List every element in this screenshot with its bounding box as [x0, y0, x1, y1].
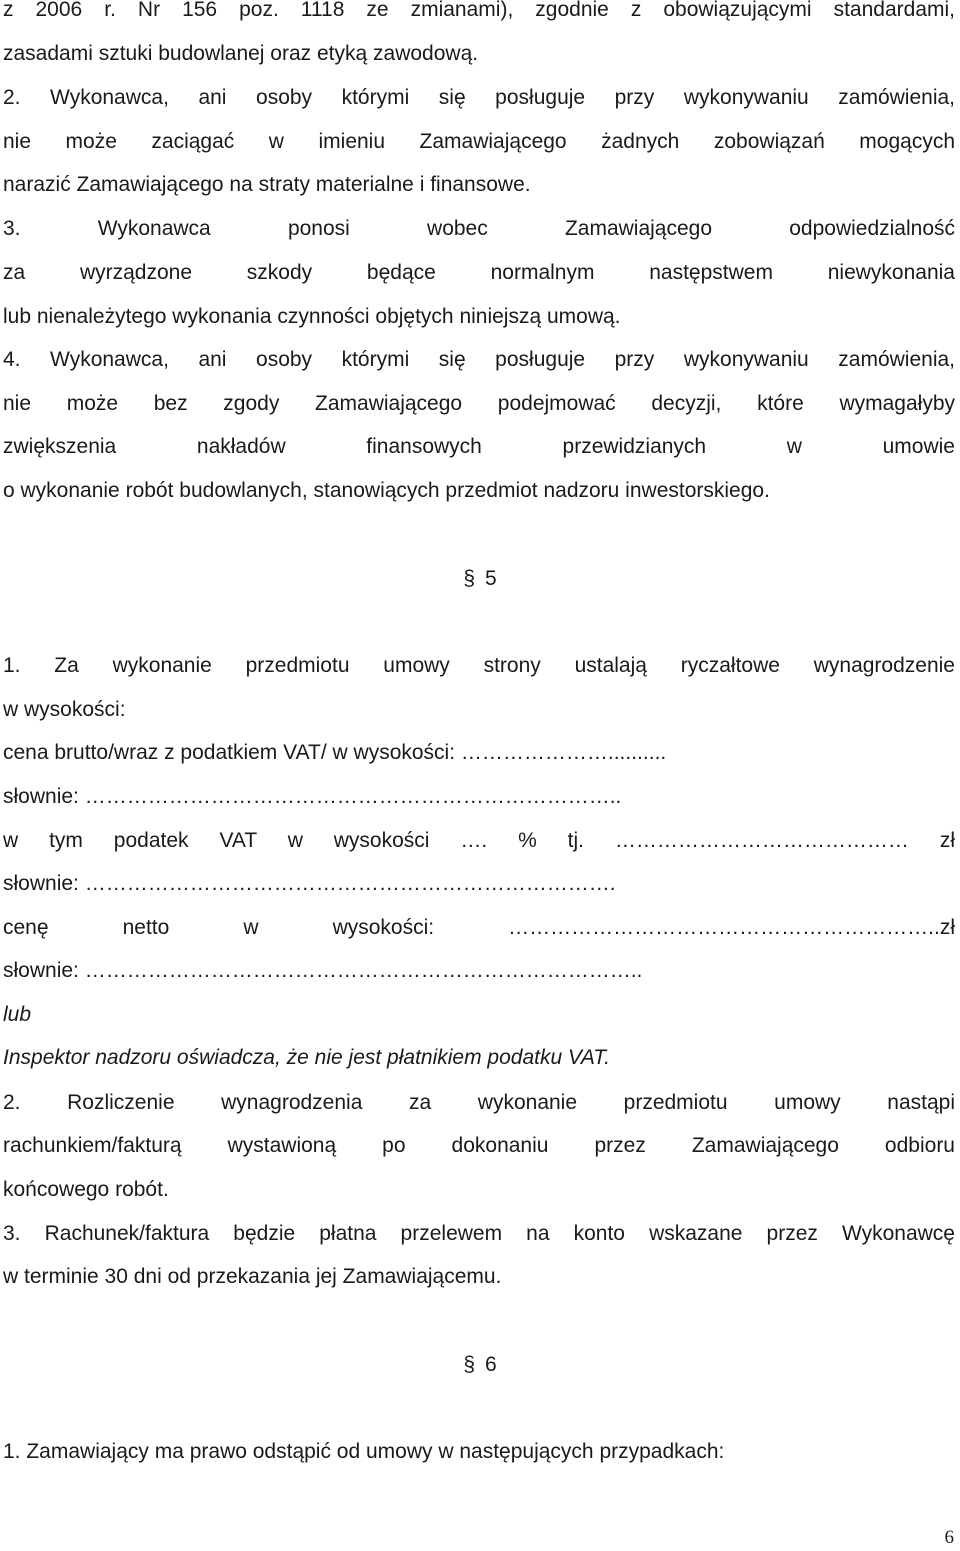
text-line: 4. Wykonawca, ani osoby którymi się posługuje przy wykonywaniu zamówienia, [3, 348, 955, 371]
page-number: 6 [944, 1527, 954, 1548]
text-line: rachunkiem/fakturą wystawioną po dokonaniu przez Zamawiającego odbioru [3, 1134, 955, 1157]
section-number: 6 [485, 1353, 497, 1376]
section-sign: § [463, 567, 475, 590]
text-line: zwiększenia nakładów finansowych przewidzianych w umowie [3, 435, 955, 458]
section-number: 5 [485, 567, 497, 590]
text-line: o wykonanie robót budowlanych, stanowiących przedmiot nadzoru inwestorskiego. [3, 479, 770, 502]
section-sign: § [463, 1353, 475, 1376]
text-line: 3. Wykonawca ponosi wobec Zamawiającego odpowiedzialność [3, 217, 955, 240]
text-line: 3. Rachunek/faktura będzie płatna przelewem na konto wskazane przez Wykonawcę [3, 1222, 955, 1245]
text-line: końcowego robót. [3, 1178, 169, 1201]
text-line: cena brutto/wraz z podatkiem VAT/ w wysokości: ………………….......... [3, 741, 667, 764]
text-line: z 2006 r. Nr 156 poz. 1118 ze zmianami), zgodnie z obowiązującymi standardami, [3, 0, 955, 21]
text-line: za wyrządzone szkody będące normalnym następstwem niewykonania [3, 261, 955, 284]
text-line: w wysokości: [3, 698, 126, 721]
text-line: słownie: …………………………………………………………………. [3, 872, 616, 895]
text-line: słownie: …………………………………………………………………….. [3, 959, 643, 982]
text-line: 2. Rozliczenie wynagrodzenia za wykonanie przedmiotu umowy nastąpi [3, 1091, 955, 1114]
text-line: cenę netto w wysokości: ……………………………………………………..zł [3, 916, 955, 939]
text-line: lub [3, 1003, 32, 1026]
text-line: w terminie 30 dni od przekazania jej Zamawiającemu. [3, 1265, 502, 1288]
section-heading-6 [0, 1352, 960, 1378]
text-line: 1. Za wykonanie przedmiotu umowy strony ustalają ryczałtowe wynagrodzenie [3, 654, 955, 677]
text-line: 1. Zamawiający ma prawo odstąpić od umowy w następujących przypadkach: [3, 1440, 725, 1463]
text-line: narazić Zamawiającego na straty materialne i finansowe. [3, 173, 531, 196]
text-line: nie może zaciągać w imieniu Zamawiającego żadnych zobowiązań mogących [3, 130, 955, 153]
text-line: lub nienależytego wykonania czynności objętych niniejszą umową. [3, 305, 621, 328]
section-heading-5 [0, 566, 960, 592]
text-line: w tym podatek VAT w wysokości …. % tj. …………………………………… zł [3, 829, 955, 852]
text-line: słownie: ………………………………………………………………….. [3, 785, 622, 808]
text-line: 2. Wykonawca, ani osoby którymi się posługuje przy wykonywaniu zamówienia, [3, 86, 955, 109]
text-line: Inspektor nadzoru oświadcza, że nie jest płatnikiem podatku VAT. [3, 1046, 611, 1069]
text-line: zasadami sztuki budowlanej oraz etyką zawodową. [3, 42, 479, 65]
text-line: nie może bez zgody Zamawiającego podejmować decyzji, które wymagałyby [3, 392, 955, 415]
